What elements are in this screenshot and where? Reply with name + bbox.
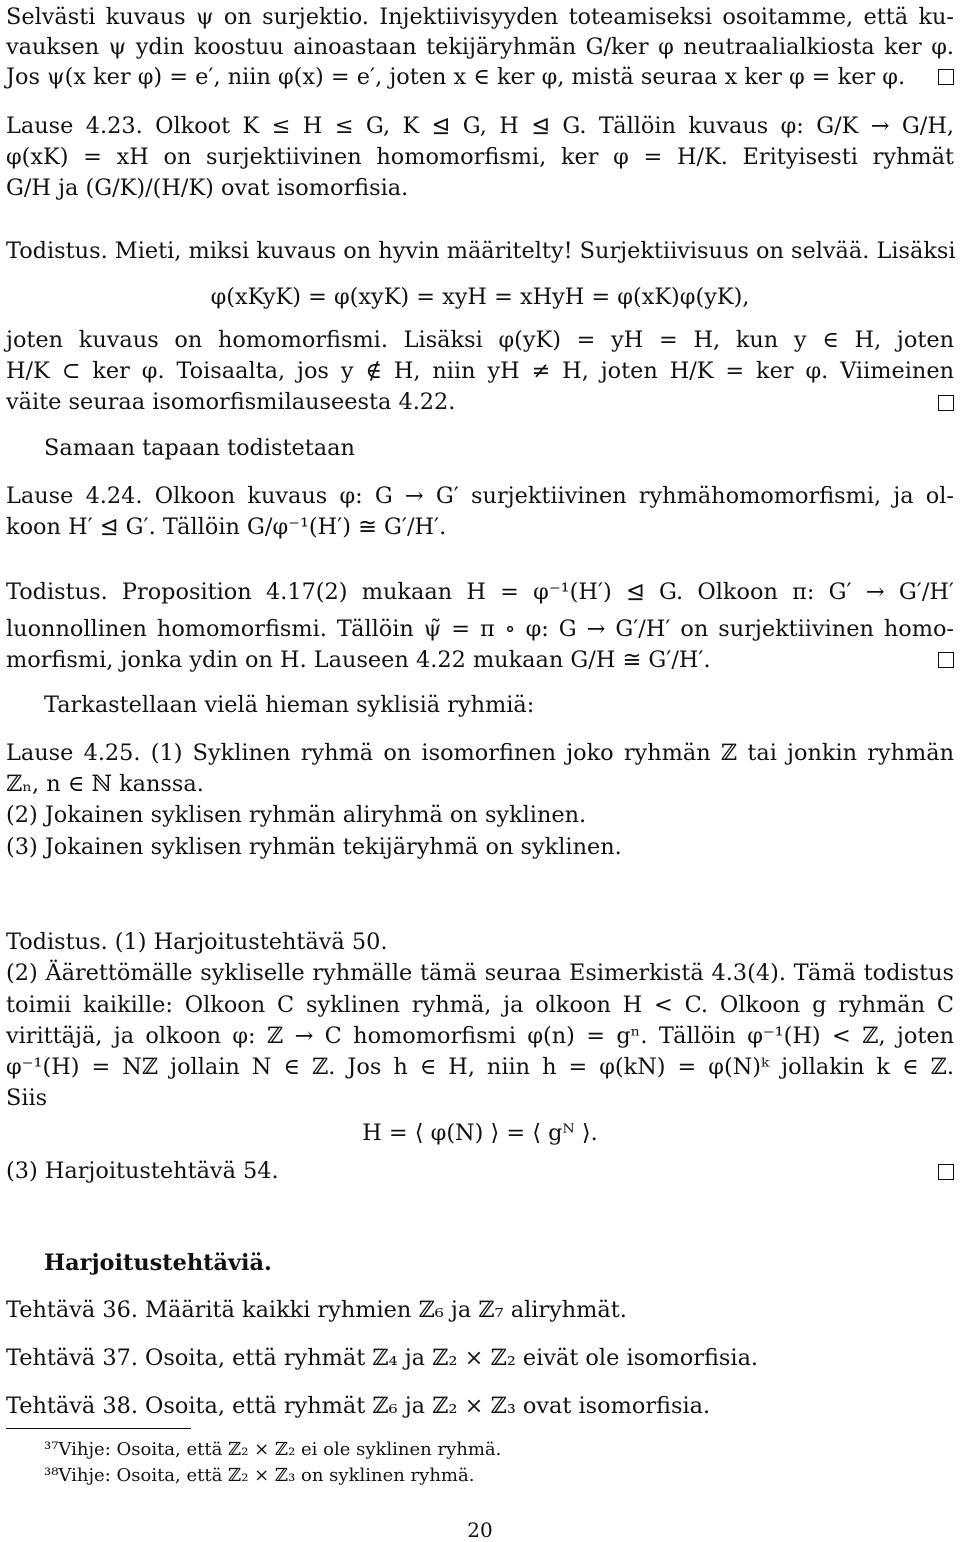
theorem-line: ℤₙ, n ∈ ℕ kanssa. bbox=[6, 771, 204, 797]
qed-square-icon bbox=[938, 652, 954, 668]
qed-square-icon bbox=[938, 395, 954, 411]
text-line: Samaan tapaan todistetaan bbox=[44, 435, 355, 461]
theorem-line: (3) Jokainen syklisen ryhmän tekijäryhmä on syklinen. bbox=[6, 834, 622, 860]
display-equation: H = ⟨ φ(N) ⟩ = ⟨ gᴺ ⟩. bbox=[362, 1120, 598, 1146]
proof-line: morfismi, jonka ydin on H. Lauseen 4.22 mukaan G/H ≅ G′/H′. bbox=[6, 647, 711, 673]
proof-line: luonnollinen homomorfismi. Tällöin ψ̃ = π ∘ φ: G → G′/H′ on surjektiivinen homo- bbox=[6, 616, 954, 642]
qed-square-icon bbox=[938, 69, 954, 85]
theorem-line: koon H′ ⊴ G′. Tällöin G/φ⁻¹(H′) ≅ G′/H′. bbox=[6, 514, 447, 540]
proof-line: joten kuvaus on homomorfismi. Lisäksi φ(yK) = yH = H, kun y ∈ H, joten bbox=[6, 327, 954, 353]
footnote: ³⁸Vihje: Osoita, että ℤ₂ × ℤ₃ on syklinen ryhmä. bbox=[44, 1465, 475, 1486]
proof-line: φ⁻¹(H) = Nℤ jollain N ∈ ℤ. Jos h ∈ H, niin h = φ(kN) = φ(N)ᵏ jollakin k ∈ ℤ. bbox=[6, 1054, 954, 1080]
proof-line: Todistus. Mieti, miksi kuvaus on hyvin määritelty! Surjektiivisuus on selvää. Lisäksi bbox=[6, 238, 956, 264]
proof-line: H/K ⊂ ker φ. Toisaalta, jos y ∉ H, niin yH ≠ H, joten H/K = ker φ. Viimeinen bbox=[6, 358, 954, 384]
footnote-divider bbox=[6, 1428, 191, 1429]
proof-line: (3) Harjoitustehtävä 54. bbox=[6, 1158, 279, 1184]
theorem-line: Lause 4.25. (1) Syklinen ryhmä on isomorfinen joko ryhmän ℤ tai jonkin ryhmän bbox=[6, 740, 954, 766]
proof-line: Siis bbox=[6, 1085, 48, 1111]
section-heading: Harjoitustehtäviä. bbox=[44, 1250, 272, 1276]
theorem-line: Lause 4.24. Olkoon kuvaus φ: G → G′ surjektiivinen ryhmähomomorfismi, ja ol- bbox=[6, 483, 954, 509]
page-number: 20 bbox=[467, 1518, 493, 1542]
text-line: vauksen ψ ydin koostuu ainoastaan tekijäryhmän G/ker φ neutraalialkiosta ker φ. bbox=[6, 34, 954, 60]
theorem-line: (2) Jokainen syklisen ryhmän aliryhmä on syklinen. bbox=[6, 802, 587, 828]
proof-line: (2) Äärettömälle sykliselle ryhmälle tämä seuraa Esimerkistä 4.3(4). Tämä todistus bbox=[6, 960, 954, 986]
theorem-line: Lause 4.23. Olkoot K ≤ H ≤ G, K ⊴ G, H ⊴ G. Tällöin kuvaus φ: G/K → G/H, bbox=[6, 113, 954, 139]
proof-line: väite seuraa isomorfismilauseesta 4.22. bbox=[6, 389, 456, 415]
proof-line: Todistus. (1) Harjoitustehtävä 50. bbox=[6, 929, 388, 955]
theorem-line: G/H ja (G/K)/(H/K) ovat isomorfisia. bbox=[6, 175, 409, 201]
exercise-line: Tehtävä 37. Osoita, että ryhmät ℤ₄ ja ℤ₂ × ℤ₂ eivät ole isomorfisia. bbox=[6, 1345, 759, 1371]
qed-square-icon bbox=[938, 1164, 954, 1180]
proof-line: Todistus. Proposition 4.17(2) mukaan H = φ⁻¹(H′) ⊴ G. Olkoon π: G′ → G′/H′ bbox=[6, 579, 954, 605]
proof-line: toimii kaikille: Olkoon C syklinen ryhmä, ja olkoon H < C. Olkoon g ryhmän C bbox=[6, 992, 954, 1018]
footnote: ³⁷Vihje: Osoita, että ℤ₂ × ℤ₂ ei ole syklinen ryhmä. bbox=[44, 1439, 502, 1460]
display-equation: φ(xKyK) = φ(xyK) = xyH = xHyH = φ(xK)φ(yK), bbox=[210, 284, 750, 310]
text-line: Jos ψ(x ker φ) = e′, niin φ(x) = e′, joten x ∈ ker φ, mistä seuraa x ker φ = ker φ. bbox=[6, 64, 906, 90]
text-line: Tarkastellaan vielä hieman syklisiä ryhmiä: bbox=[44, 692, 535, 718]
exercise-line: Tehtävä 36. Määritä kaikki ryhmien ℤ₆ ja ℤ₇ aliryhmät. bbox=[6, 1297, 627, 1323]
proof-line: virittäjä, ja olkoon φ: ℤ → C homomorfismi φ(n) = gⁿ. Tällöin φ⁻¹(H) < ℤ, joten bbox=[6, 1023, 954, 1049]
theorem-line: φ(xK) = xH on surjektiivinen homomorfismi, ker φ = H/K. Erityisesti ryhmät bbox=[6, 144, 954, 170]
text-line: Selvästi kuvaus ψ on surjektio. Injektiivisyyden toteamiseksi osoitamme, että ku- bbox=[6, 4, 954, 30]
exercise-line: Tehtävä 38. Osoita, että ryhmät ℤ₆ ja ℤ₂ × ℤ₃ ovat isomorfisia. bbox=[6, 1393, 711, 1419]
